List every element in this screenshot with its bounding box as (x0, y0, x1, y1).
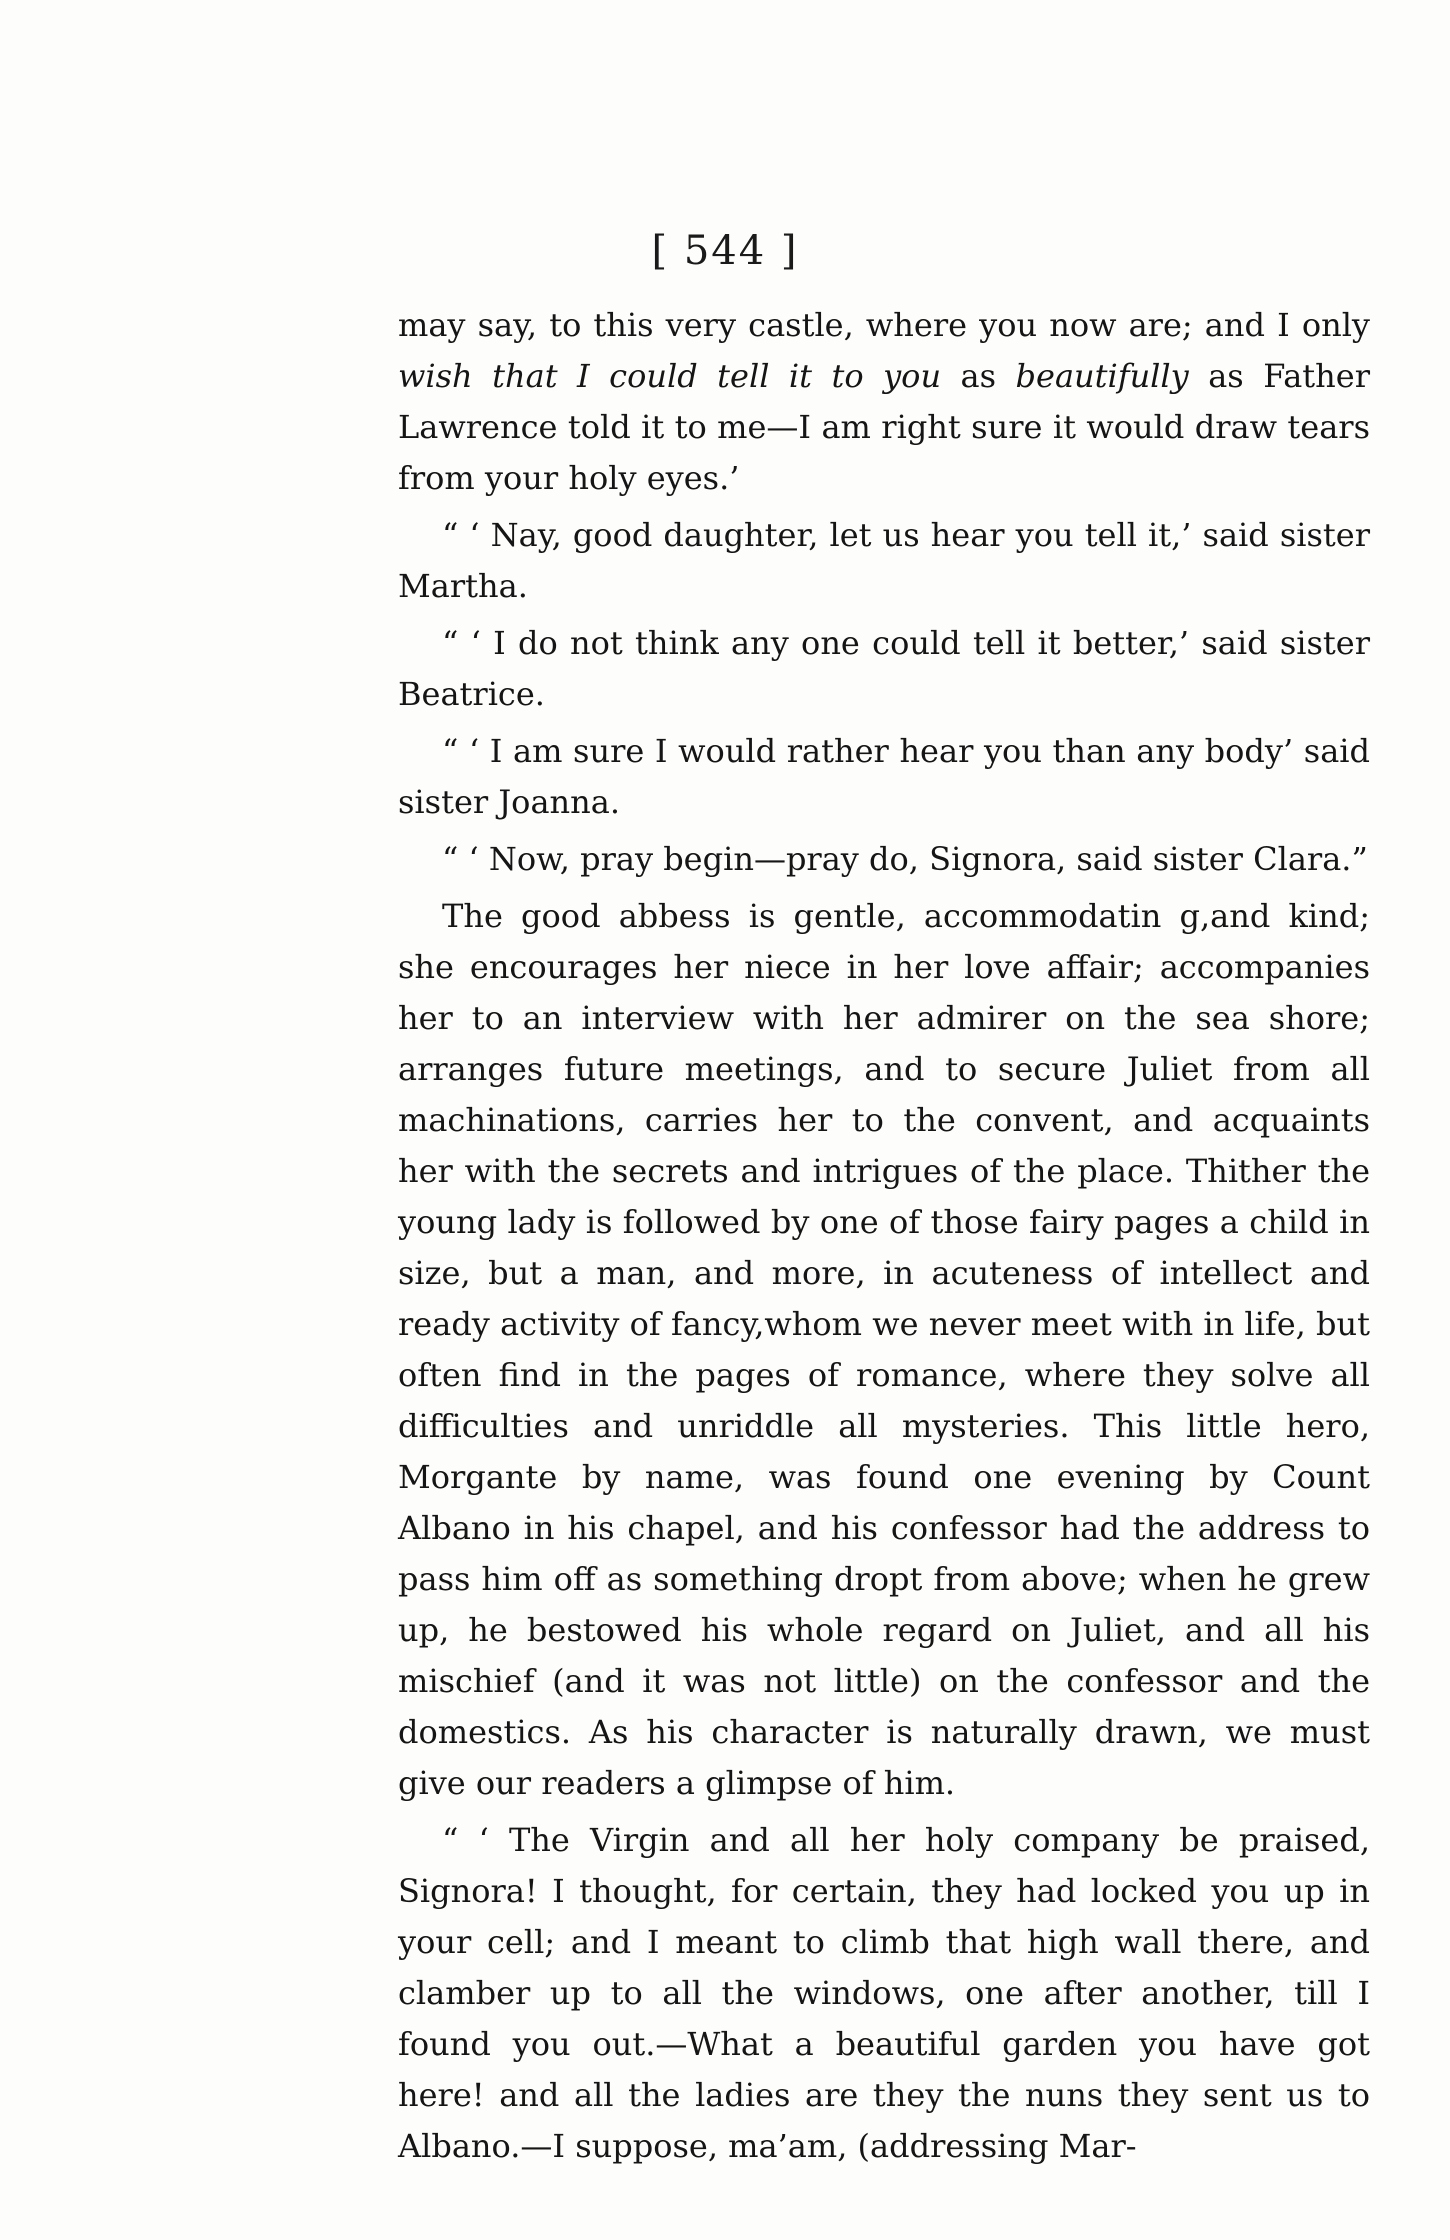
paragraph-p2 (398, 510, 1370, 612)
body-text (398, 300, 1370, 2178)
text-segment: “ ‘ Now, pray begin—pray do, Signora, said sister Clara.” (442, 840, 1368, 878)
text-segment: The good abbess is gentle, accommodatin g,and kind; she encourages her niece in her love affair; accompanies her to an interview with her admirer on the sea shore; arranges future meetings, and to secure Juliet from all machinations, carries her to the convent, and acquaints her with the secrets and intrigues of the place. Thither the young lady is followed by one of those fairy pages a child in size, but a man, and more, in acuteness of intellect and ready activity of fancy,whom we never meet with in life, but often find in the pages of romance, where they solve all difficulties and unriddle all mysteries. This little hero, Morgante by name, was found one evening by Count Albano in his chapel, and his confessor had the address to pass him off as something dropt from above; when he grew up, he bestowed his whole regard on Juliet, and all his mischief (and it was not little) on the confessor and the domestics. As his character is naturally drawn, we must give our readers a glimpse of him. (398, 897, 1370, 1802)
paragraph-p5 (398, 834, 1370, 885)
text-segment: “ ‘ I do not think any one could tell it better,’ said sister Beatrice. (398, 624, 1370, 713)
paragraph-p4 (398, 726, 1370, 828)
page-number: [ 544 ] (651, 228, 799, 274)
text-segment: as (941, 357, 1016, 395)
text-segment: as Father Lawrence told it to me—I am right sure it would draw tears from your holy eyes.’ (398, 357, 1370, 497)
italic-text: wish that I could tell it to you (398, 357, 942, 395)
paragraph-p7 (398, 1815, 1370, 2172)
text-segment: “ ‘ I am sure I would rather hear you than any body’ said sister Joanna. (398, 732, 1370, 821)
paragraph-p3 (398, 618, 1370, 720)
text-segment: “ ‘ Nay, good daughter, let us hear you tell it,’ said sister Martha. (398, 516, 1370, 605)
text-segment: may say, to this very castle, where you now are; and I only (398, 306, 1370, 344)
paragraph-p6 (398, 891, 1370, 1809)
italic-text: beautifully (1015, 357, 1189, 395)
text-segment: “ ‘ The Virgin and all her holy company be praised, Signora! I thought, for certain, they had locked you up in your cell; and I meant to climb that high wall there, and clamber up to all the windows, one after another, till I found you out.—What a beautiful garden you have got here! and all the ladies are they the nuns they sent us to Albano.—I suppose, ma’am, (addressing Mar- (398, 1821, 1370, 2165)
paragraph-p1 (398, 300, 1370, 504)
